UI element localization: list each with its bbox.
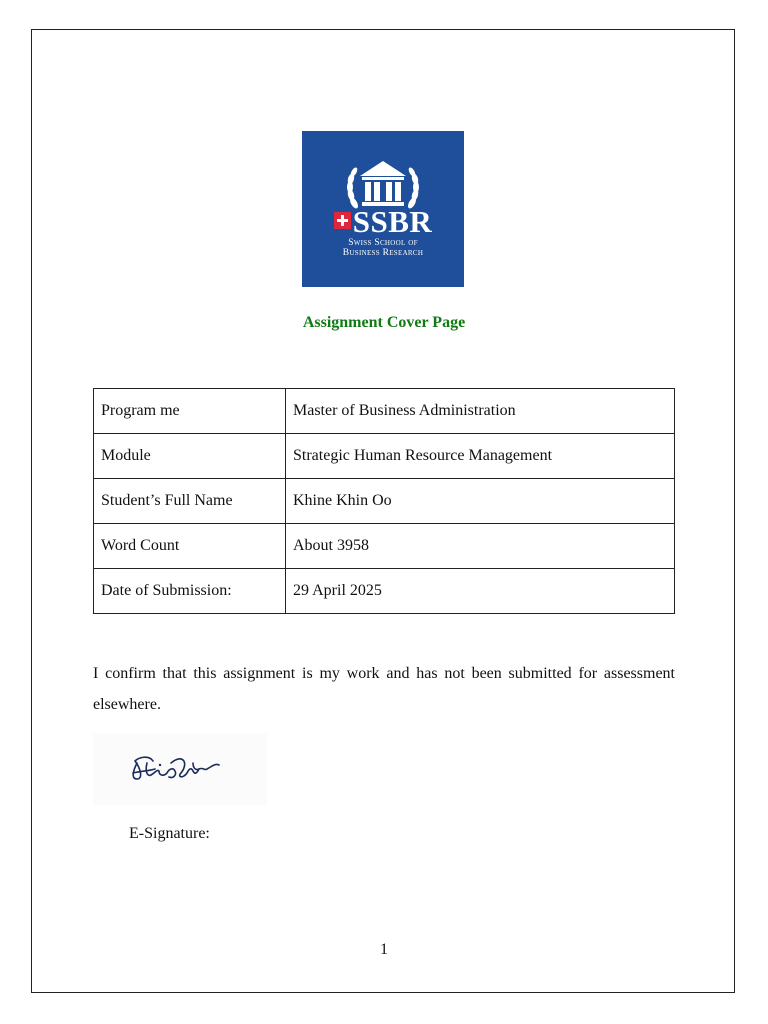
row-value: About 3958: [286, 524, 675, 569]
table-row: [94, 389, 675, 434]
row-label: Date of Submission:: [94, 569, 286, 614]
e-signature-label: E-Signature:: [129, 825, 210, 842]
row-label: Program me: [94, 389, 286, 434]
logo-wordmark: [302, 205, 464, 239]
confirmation-statement: I confirm that this assignment is my work and has not been submitted for assessment elsewhere.: [93, 665, 675, 713]
cover-info-table: [93, 388, 675, 614]
logo-main-text: SSBR: [352, 204, 433, 239]
pillared-building-icon: [302, 131, 464, 211]
logo-subtitle-line-1: Swiss School of: [348, 238, 418, 248]
row-label: Student’s Full Name: [94, 479, 286, 524]
table-row: [94, 479, 675, 524]
handwritten-signature: [93, 733, 267, 805]
row-value: Strategic Human Resource Management: [286, 434, 675, 479]
swiss-cross-icon: [334, 212, 351, 229]
row-value: Master of Business Administration: [286, 389, 675, 434]
row-value: Khine Khin Oo: [286, 479, 675, 524]
page-title: Assignment Cover Page: [302, 314, 466, 331]
table-row: [94, 524, 675, 569]
page-number: 1: [380, 941, 388, 958]
logo-subtitle-line-2: Business Research: [342, 248, 424, 258]
row-value: 29 April 2025: [286, 569, 675, 614]
row-label: Word Count: [94, 524, 286, 569]
table-row: [94, 434, 675, 479]
row-label: Module: [94, 434, 286, 479]
table-row: [94, 569, 675, 614]
ssbr-logo: [302, 131, 464, 287]
